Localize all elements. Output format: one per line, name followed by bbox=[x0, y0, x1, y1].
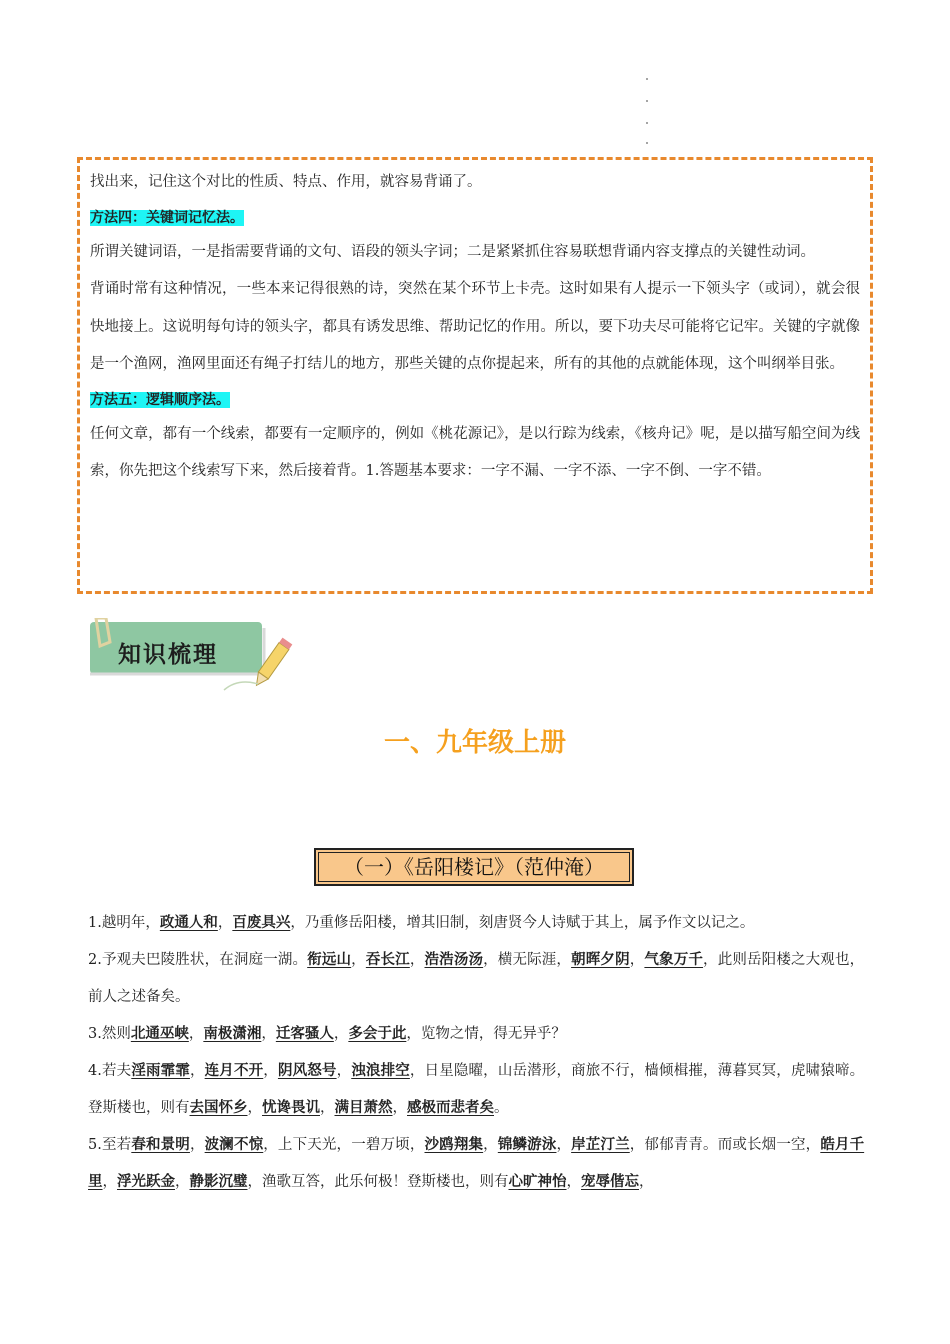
recitation-line-3: 3.然则北通巫峡，南极潇湘，迁客骚人，多会于此，览物之情，得无异乎？ bbox=[88, 1026, 566, 1042]
method4-title: 方法四：关键词记忆法。 bbox=[90, 209, 244, 226]
section-title: 一、九年级上册 bbox=[383, 728, 566, 758]
recitation-line-2: 2.予观夫巴陵胜状，在洞庭一湖。衔远山，吞长江，浩浩汤汤，横无际涯，朝晖夕阴，气象万千，此则岳阳楼之大观也，前人之述备矣。 bbox=[88, 952, 865, 1005]
method4-paragraph-2: 背诵时常有这种情况，一些本来记得很熟的诗，突然在某个环节上卡壳。这时如果有人提示一下领头字（或词），就会很快地接上。这说明每句诗的领头字，都具有诱发思维、帮助记忆的作用。所以，要下功夫尽可能将它记牢。关键的字就像是一个渔网，渔网里面还有绳子打结儿的地方，那些关键的点你提起来，所有的其他的点就能体现，这个叫纲举目张。 bbox=[90, 281, 860, 372]
method5-paragraph-1: 任何文章，都有一个线索，都要有一定顺序的，例如《桃花源记》，是以行踪为线索，《核舟记》呢，是以描写船空间为线索，你先把这个线索写下来，然后接着背。1.答题基本要求：一字不漏、一字不添、一字不倒、一字不错。 bbox=[90, 425, 860, 479]
knowledge-tag bbox=[88, 618, 308, 693]
recitation-line-1: 1.越明年，政通人和，百废具兴，乃重修岳阳楼，增其旧制，刻唐贤今人诗赋于其上，属予作文以记之。 bbox=[88, 915, 755, 931]
page-marker-dots bbox=[646, 78, 650, 148]
recitation-line-5: 5.至若春和景明，波澜不惊，上下天光，一碧万顷，沙鸥翔集，锦鳞游泳，岸芷汀兰，郁郁青青。而或长烟一空，皓月千里，浮光跃金，静影沉璧，渔歌互答，此乐何极！登斯楼也，则有心旷神怡，宠辱偕忘， bbox=[88, 1137, 865, 1190]
tag-label: 知识梳理 bbox=[118, 642, 218, 668]
recitation-content bbox=[88, 905, 864, 1201]
lesson-title: （一）《岳阳楼记》（范仲淹） bbox=[314, 848, 634, 886]
method-intro: 找出来，记住这个对比的性质、特点、作用，就容易背诵了。 bbox=[90, 174, 482, 190]
recitation-line-4: 4.若夫淫雨霏霏，连月不开，阴风怒号，浊浪排空，日星隐曜，山岳潜形，商旅不行，樯倾楫摧，薄暮冥冥，虎啸猿啼。登斯楼也，则有去国怀乡，忧谗畏讥，满目萧然，感极而悲者矣。 bbox=[88, 1063, 865, 1116]
method5-title: 方法五：逻辑顺序法。 bbox=[90, 391, 230, 408]
method4-paragraph-1: 所谓关键词语，一是指需要背诵的文句、语段的领头字词；二是紧紧抓住容易联想背诵内容支撑点的关键性动词。 bbox=[90, 243, 815, 260]
method-box bbox=[77, 157, 873, 594]
